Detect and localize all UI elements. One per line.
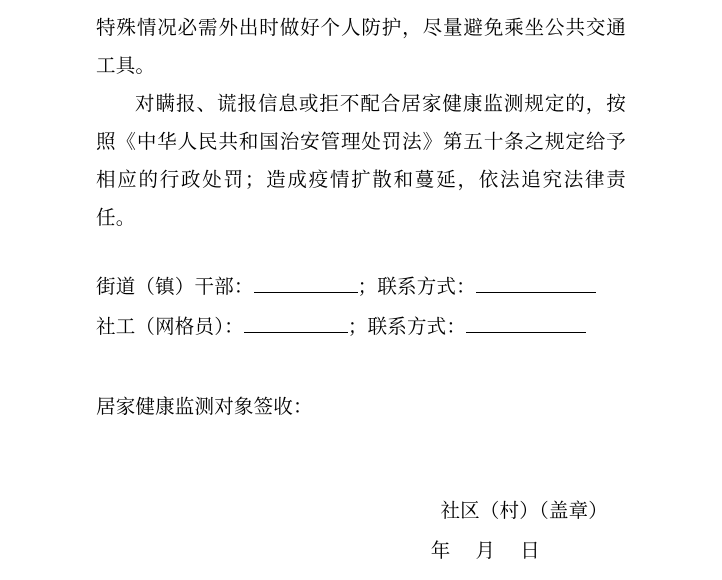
street-cadre-contact-label: 联系方式： xyxy=(377,277,476,298)
street-cadre-blank[interactable] xyxy=(254,273,358,294)
day-label: 日 xyxy=(520,541,540,562)
social-worker-separator: ； xyxy=(347,317,368,338)
year-label: 年 xyxy=(430,541,451,562)
stamp-block xyxy=(96,492,626,572)
spacer xyxy=(96,348,626,388)
paragraph-protection: 特殊情况必需外出时做好个人防护，尽量避免乘坐公共交通工具。 xyxy=(96,18,626,77)
social-worker-contact-label: 联系方式： xyxy=(367,317,467,338)
street-cadre-separator: ； xyxy=(357,277,378,298)
paragraph-penalty: 对瞒报、谎报信息或拒不配合居家健康监测规定的，按照《中华人民共和国治安管理处罚法》第五十条之规定给予相应的行政处罚；造成疫情扩散和蔓延，依法追究法律责任。 xyxy=(96,94,626,229)
social-worker-contact-blank[interactable] xyxy=(466,313,586,334)
stamp-label: 社区（村）（盖章） xyxy=(440,501,608,522)
street-cadre-contact-blank[interactable] xyxy=(476,273,596,294)
receipt-label: 居家健康监测对象签收： xyxy=(96,397,313,418)
month-label: 月 xyxy=(475,541,496,562)
spacer xyxy=(96,238,626,268)
signature-row-street-cadre xyxy=(96,268,626,308)
signature-row-social-worker xyxy=(96,308,626,348)
social-worker-blank[interactable] xyxy=(244,313,348,334)
date-row xyxy=(96,532,608,572)
street-cadre-label: 街道（镇）干部： xyxy=(96,277,254,298)
social-worker-label: 社工（网格员）： xyxy=(96,317,244,338)
